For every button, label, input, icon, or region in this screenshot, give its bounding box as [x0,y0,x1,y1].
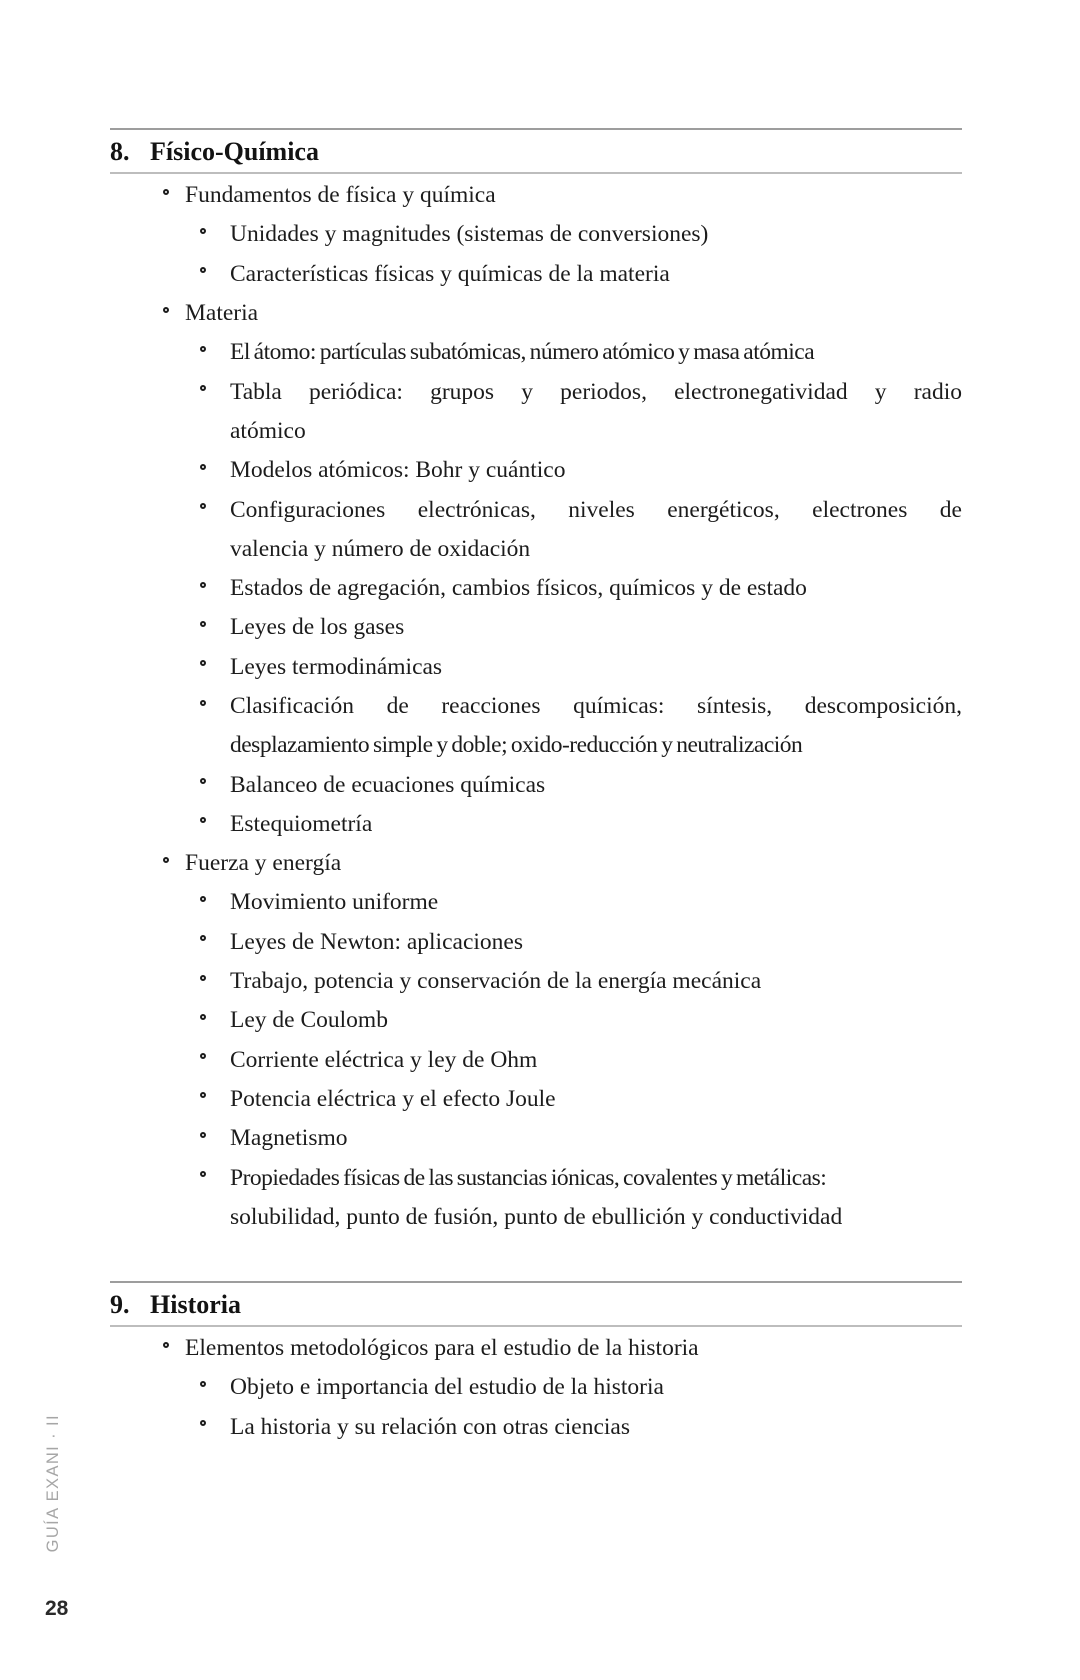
topic-text: atómico [230,417,306,444]
list-item [110,805,962,844]
bullet-icon [163,307,169,313]
list-item [110,451,962,490]
bullet-icon [163,1342,169,1348]
bullet-icon [200,700,206,706]
bullet-icon [200,228,206,234]
list-item [110,844,962,883]
topic-text: valencia y número de oxidación [230,535,531,562]
bullet-icon [200,1171,206,1177]
list-item [110,490,962,529]
bullet-icon [163,189,169,195]
bullet-icon [200,1132,206,1138]
topic-text: Movimiento uniforme [230,889,439,916]
bullet-icon [200,896,206,902]
topic-text: Clasificación de reacciones químicas: síntesis, descomposición, [230,693,962,719]
topic-text: Corriente eléctrica y ley de Ohm [230,1046,538,1073]
topic-text: desplazamiento simple y doble; oxido-reducción y neutralización [230,732,803,759]
section-number: 8. [110,137,130,166]
list-item [110,294,962,333]
topic-text: Estequiometría [230,810,373,837]
bullet-icon [200,582,206,588]
list-item [110,883,962,922]
list-item [110,1368,962,1407]
topic-text: Propiedades físicas de las sustancias iónicas, covalentes y metálicas: [230,1164,827,1191]
bullet-icon [200,346,206,352]
bullet-icon [200,503,206,509]
topic-text: Unidades y magnitudes (sistemas de conversiones) [230,221,709,248]
bullet-icon [200,1053,206,1059]
topic-list [110,174,962,1237]
list-item [110,1001,962,1040]
list-item [110,1408,962,1447]
list-item [110,687,962,726]
list-item [110,1080,962,1119]
list-item [110,333,962,372]
topic-text: Fundamentos de física y química [185,182,496,209]
bullet-icon [200,1420,206,1426]
list-item [110,648,962,687]
page-number: 28 [45,1597,69,1620]
topic-text: Leyes de los gases [230,614,405,641]
topic-text: Trabajo, potencia y conservación de la energía mecánica [230,968,762,995]
section-historia [110,1281,962,1447]
section-heading [110,128,962,174]
topic-text: Estados de agregación, cambios físicos, químicos y de estado [230,575,807,602]
topic-text: Tabla periódica: grupos y periodos, electronegatividad y radio [230,378,962,405]
list-item [110,608,962,647]
list-item [110,176,962,215]
bullet-icon [163,857,169,863]
bullet-icon [200,975,206,981]
list-item [110,923,962,962]
guide-edition-label: GUÍA EXANI · II [44,1414,62,1553]
list-item [110,255,962,294]
page-content [110,128,962,1447]
list-item [110,1158,962,1197]
bullet-icon [200,1014,206,1020]
topic-text: La historia y su relación con otras ciencias [230,1413,631,1440]
bullet-icon [200,935,206,941]
bullet-icon [200,267,206,273]
topic-text: Potencia eléctrica y el efecto Joule [230,1085,556,1112]
topic-text: Materia [185,300,259,327]
bullet-icon [200,660,206,666]
topic-text: solubilidad, punto de fusión, punto de ebullición y conductividad [230,1203,843,1230]
section-title: Físico-Química [150,137,319,166]
list-item [110,962,962,1001]
bullet-icon [200,1381,206,1387]
bullet-icon [200,464,206,470]
topic-text: Configuraciones electrónicas, niveles energéticos, electrones de [230,496,962,523]
list-item [110,1041,962,1080]
list-item [110,372,962,411]
list-item-continuation [110,726,962,765]
list-item [110,569,962,608]
topic-list [110,1327,962,1447]
list-item-continuation [110,530,962,569]
section-fisico-quimica [110,128,962,1237]
section-heading [110,1281,962,1327]
topic-text: Elementos metodológicos para el estudio de la historia [185,1335,699,1362]
bullet-icon [200,1092,206,1098]
topic-text: Leyes termodinámicas [230,653,443,680]
list-item [110,1329,962,1368]
list-item-continuation [110,1198,962,1237]
list-item [110,1119,962,1158]
bullet-icon [200,621,206,627]
topic-text: Magnetismo [230,1125,348,1152]
section-number: 9. [110,1290,130,1320]
list-item-continuation [110,412,962,451]
list-item [110,215,962,254]
list-item [110,765,962,804]
topic-text: Objeto e importancia del estudio de la historia [230,1374,664,1401]
topic-text: Fuerza y energía [185,850,342,877]
topic-text: Modelos atómicos: Bohr y cuántico [230,457,566,484]
topic-text: Características físicas y químicas de la materia [230,260,670,287]
topic-text: Ley de Coulomb [230,1007,388,1034]
bullet-icon [200,778,206,784]
topic-text: El átomo: partículas subatómicas, número atómico y masa atómica [230,339,815,366]
topic-text: Leyes de Newton: aplicaciones [230,928,523,955]
topic-text: Balanceo de ecuaciones químicas [230,771,546,798]
bullet-icon [200,817,206,823]
section-title: Historia [150,1290,241,1320]
bullet-icon [200,385,206,391]
